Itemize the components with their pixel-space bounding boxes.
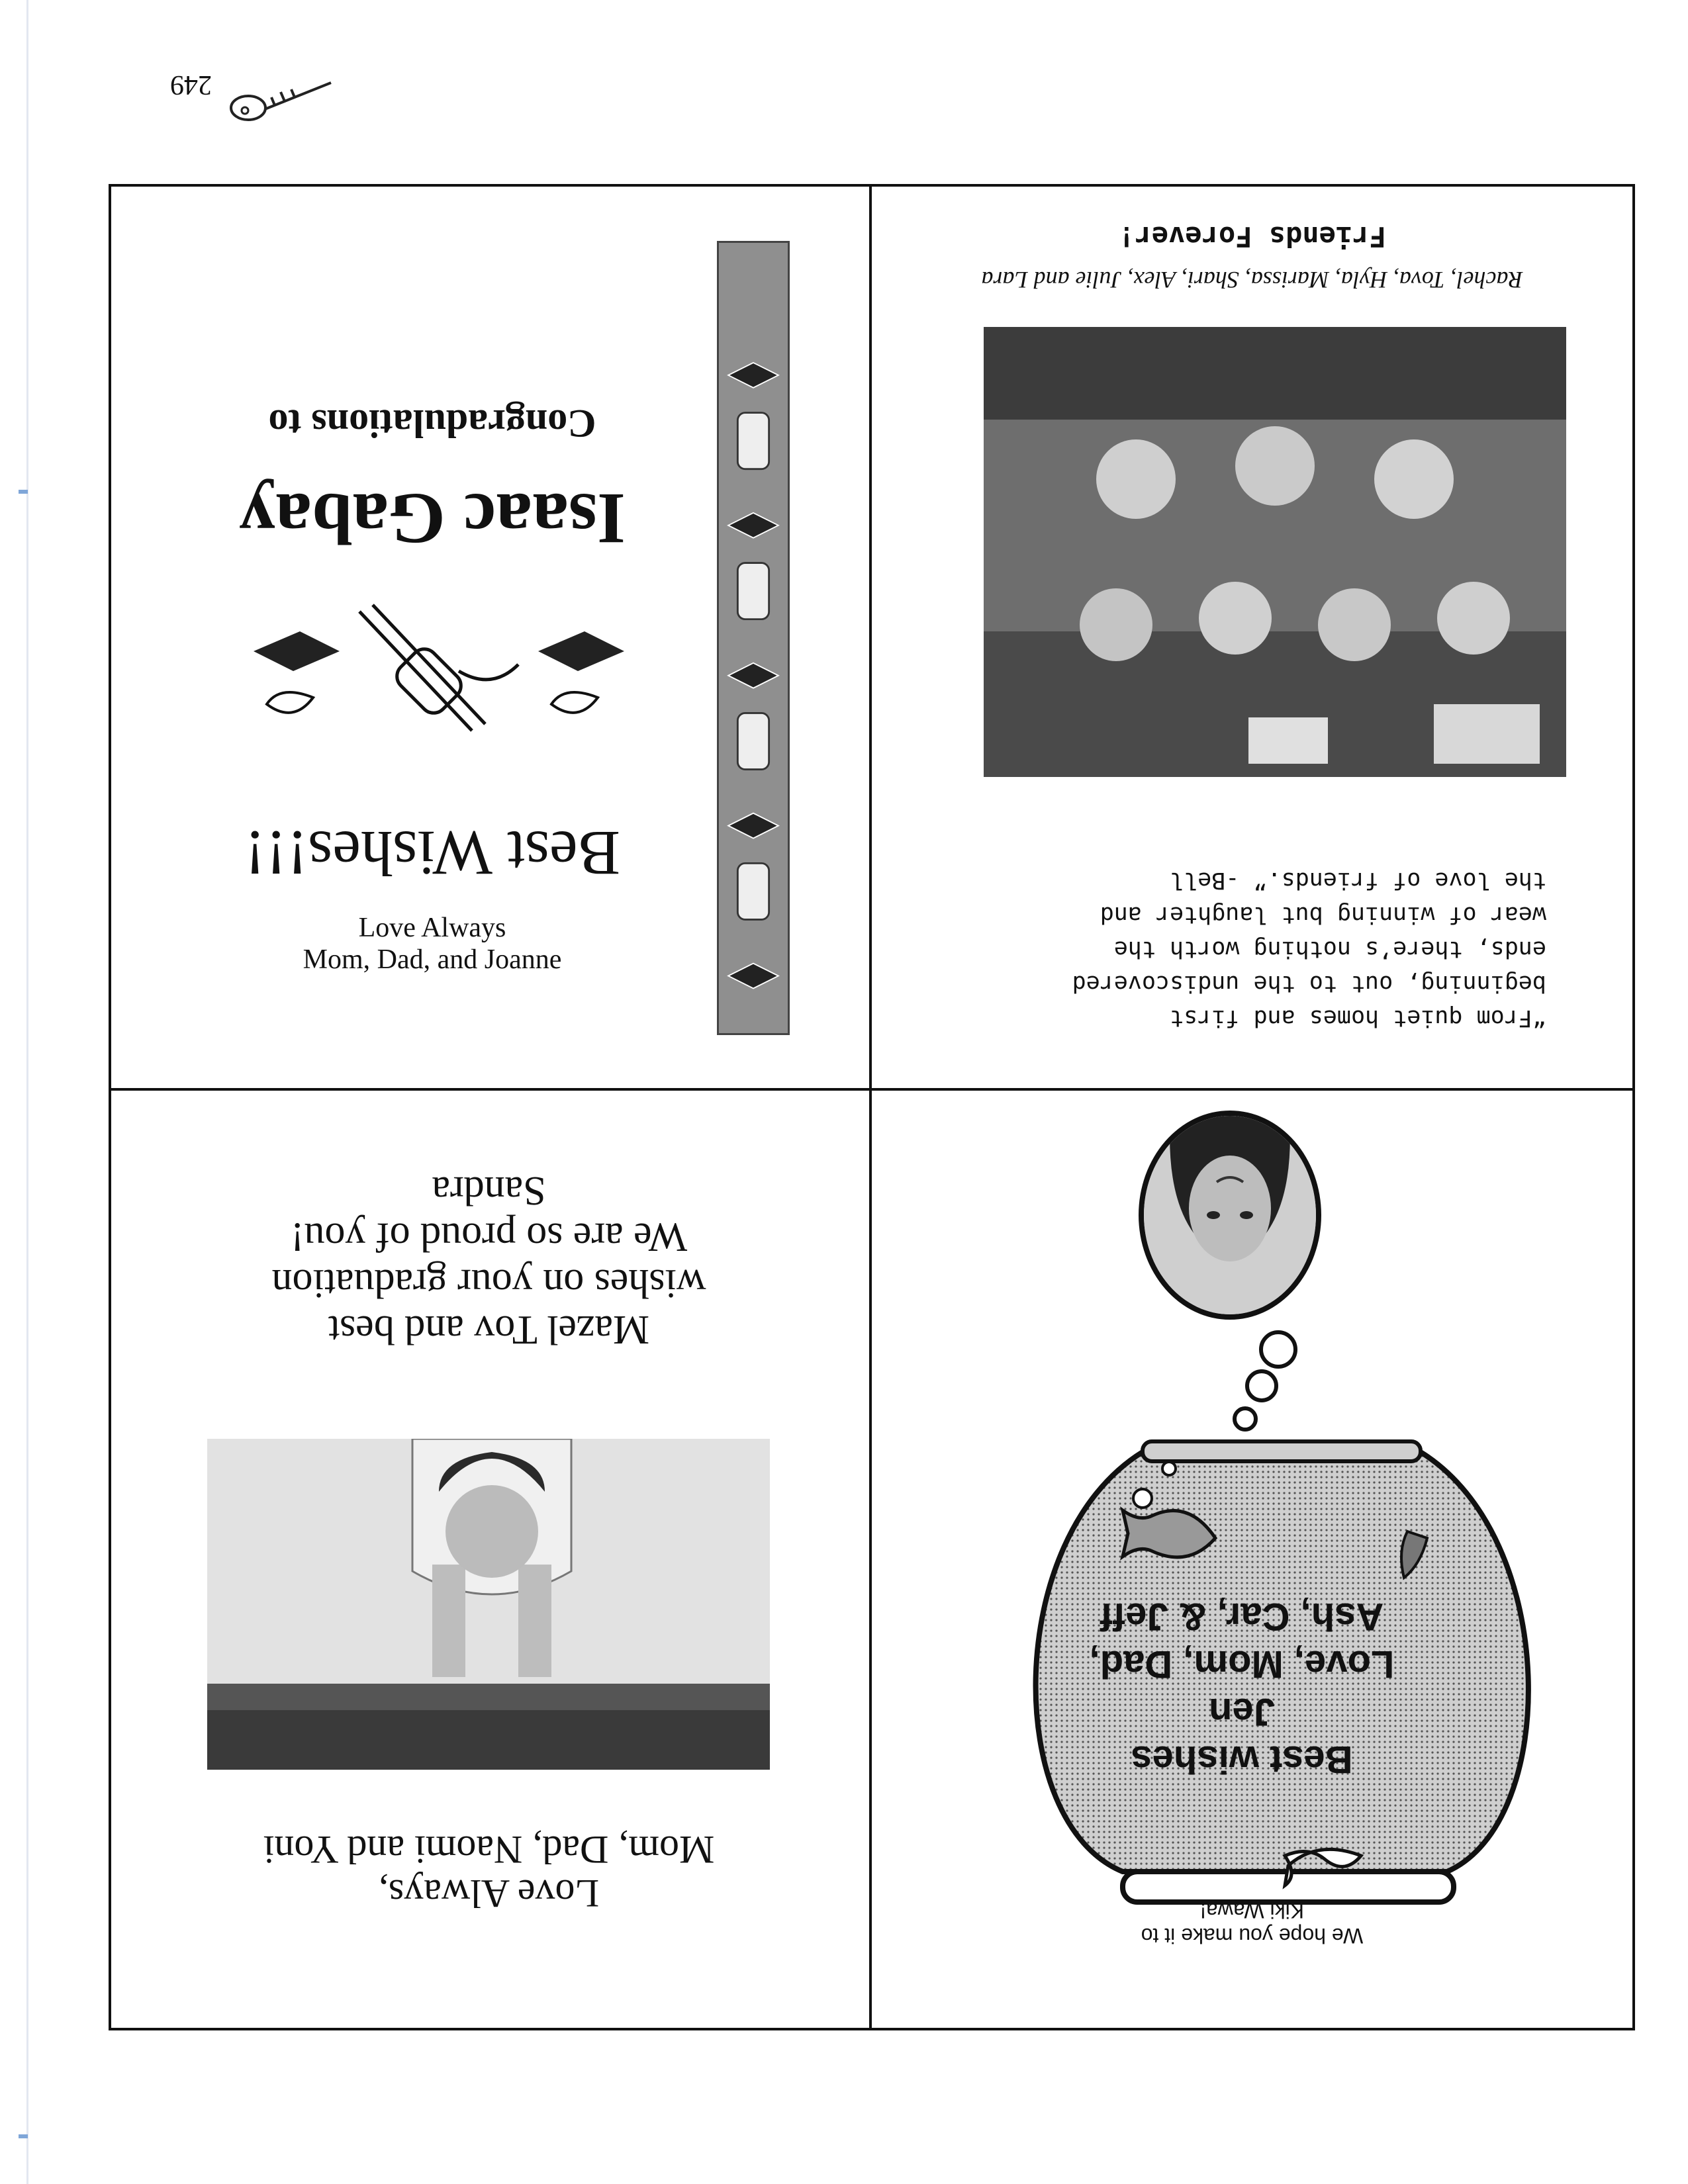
message-line: We are so proud of you! [290,1214,688,1259]
card-fishbowl [872,1091,1632,2028]
friends-names: Rachel, Tova, Hyla, Marissa, Shari, Alex, Julie and Lara [981,267,1523,293]
key-icon [225,69,338,122]
message-line: Sandra [432,1168,546,1213]
message-line: Mazel Tov and best [328,1307,650,1352]
caption-line: Kiki Wawa! [1199,1899,1305,1923]
card-friends [872,184,1632,1088]
group-photo-image [984,327,1566,777]
signature-line: Mom, Dad, and Joanne [303,944,562,975]
friends-group-photo [984,327,1566,777]
fishbowl-message [944,1592,1540,1783]
isaac-signature [167,912,697,976]
quote-line: wear of winning but laughter and [1100,901,1546,928]
message-line: Jen [1209,1690,1275,1733]
quote-line: beginning, out to the undiscovered [1072,970,1546,997]
mazel-tov-message [109,1167,869,1353]
mazel-tov-signature [109,1828,869,1915]
graduation-border-strip [717,241,790,1035]
card-mazel-tov [109,1091,869,2028]
girl-portrait-photo [1139,1111,1321,1320]
caption-line: We hope you make it to [1141,1924,1364,1948]
signature-line: Love Always [358,913,506,943]
graduate-name: Isaac Gabay [239,478,626,559]
quote-line: ends, there’s nothing worth the [1113,936,1546,962]
girl-photo [207,1439,770,1770]
card-grid [109,184,1635,2030]
congratulations-heading: Congradulations to [268,402,596,445]
best-wishes-heading: Best Wishes!!! [244,818,620,889]
quote-line: the love of friends.” -Bell [1170,867,1546,893]
friends-quote [951,863,1546,1035]
diploma-icon [214,565,651,764]
message-line: Best wishes [1131,1738,1353,1781]
card-isaac-gabay [109,184,869,1088]
signature-line: Love Always, [378,1872,600,1915]
friends-closing: Friends Forever! [1118,220,1386,253]
graduation-cap-icon [719,243,788,1033]
girl-photo-image [207,1439,770,1770]
quote-line: “From quiet homes and first [1170,1005,1546,1031]
message-line: wishes on your graduation [271,1261,706,1306]
portrait-image [1144,1116,1316,1314]
signature-line: Mom, Dad, Naomi and Yoni [263,1828,715,1872]
message-line: Ash, Car, & Jeff [1100,1595,1384,1638]
message-line: Love, Mom, Dad, [1089,1643,1395,1686]
page-number: 249 [170,69,212,100]
